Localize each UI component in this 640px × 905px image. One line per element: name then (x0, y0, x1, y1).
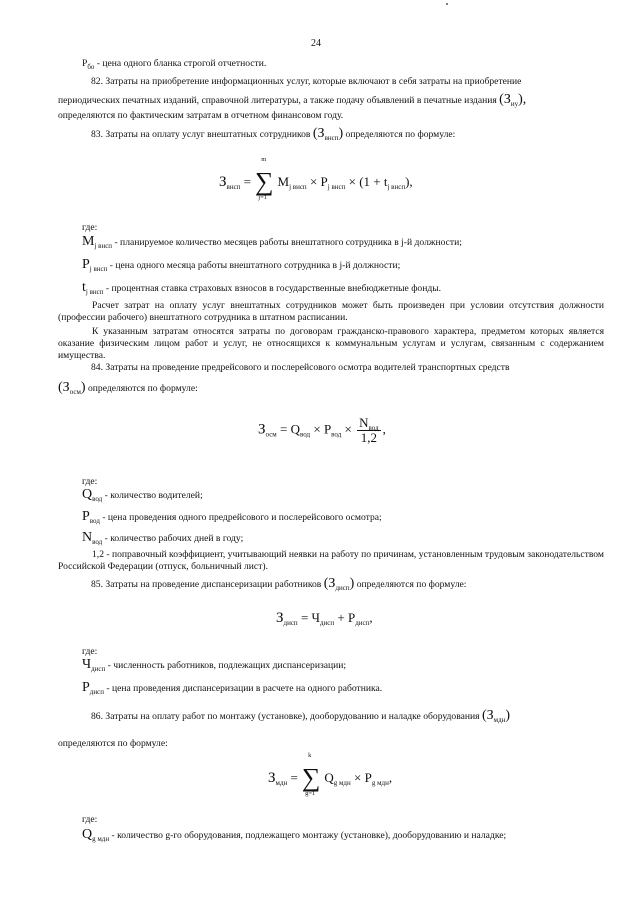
definition-n-vod: $N_{вод}$ - количество рабочих дней в году; (82, 530, 244, 546)
page-number: 24 (311, 38, 321, 49)
paragraph-82-line-3: определяются по фактическим затратам в отчетном финансовом году. (58, 110, 344, 121)
definition-p-disp: $P_{дисп}$ - цена проведения диспансеризации в расчете на одного работника. (82, 680, 383, 696)
definition-ch-disp: $Ч_{дисп}$ - численность работников, подлежащих диспансеризации; (82, 657, 347, 673)
paragraph-84-line-1: 84. Затраты на проведение предрейсового и послерейсового осмотра водителей транспортных средств (91, 362, 510, 373)
paragraph-86-line-1: 86. Затраты на оплату работ по монтажу (установке), дооборудованию и наладке оборудования $(З_{мдн})$ (91, 708, 511, 724)
paragraph-86-line-2: определяются по формуле: (58, 738, 168, 749)
formula-86: $З_{мдн}$ = k ∑ g=1 $Q_{g мдн} \times P_{g мдн}$, (268, 752, 393, 797)
definition-p-vnsp: $P_{j внсп}$ - цена одного месяца работы внештатного сотрудника в j-й должности; (82, 257, 401, 273)
definition-coefficient: 1,2 - поправочный коэффициент, учитывающий неявки на работу по причинам, установленным трудовым законодательством Российской Федерации (отпуск, больничный лист). (58, 549, 604, 573)
formula-84: $З_{осм} = Q_{вод} \times P_{вод}$ × $\frac{N_{вод}}{1,2}$ , (258, 415, 386, 445)
definition-q-mdn: $Q_{g мдн}$ - количество g-го оборудования, подлежащего монтажу (установке), дооборудованию и наладке; (82, 827, 507, 843)
paragraph-83-intro: 83. Затраты на оплату услуг внештатных сотрудников $(З_{внсп})$ определяются по формуле: (91, 126, 456, 142)
where-83: где: (82, 222, 98, 233)
note-83-2: К указанным затратам относятся затраты по договорам гражданско-правового характера, предметом которых является оказание физическим лицом работ и услуг, не относящихся к коммунальным услугам и услугам, связанным с содержанием имущества. (58, 326, 604, 362)
paragraph-82-line-1: 82. Затраты на приобретение информационных услуг, которые включают в себя затраты на приобретение (91, 76, 522, 87)
definition-m-vnsp: $M_{j внсп}$ - планируемое количество месяцев работы внештатного сотрудника в j-й должности; (82, 234, 462, 250)
formula-85: $З_{дисп} = Ч_{дисп} + P_{дисп}$, (276, 610, 373, 627)
where-85: где: (82, 646, 98, 657)
definition-pbo: $Р_{бо}$ - цена одного бланка строгой отчетности. (82, 58, 267, 71)
paragraph-84-line-2: $(З_{осм})$ определяются по формуле: (58, 380, 198, 396)
where-86: где: (82, 814, 98, 825)
definition-q-vod: $Q_{вод}$ - количество водителей; (82, 487, 203, 503)
note-83-1: Расчет затрат на оплату услуг внештатных сотрудников может быть произведен при условии отсутствия должности (профессии рабочего) внештатного сотрудника в штатном расписании. (58, 300, 604, 324)
definition-t-vnsp: $t_{j внсп}$ - процентная ставка страховых взносов в государственные внебюджетные фонды. (82, 280, 442, 296)
paragraph-85-intro: 85. Затраты на проведение диспансеризации работников $(З_{дисп})$ определяются по формуле: (91, 576, 467, 592)
scan-speck (446, 3, 448, 5)
where-84: где: (82, 476, 98, 487)
paragraph-82-line-2: периодических печатных изданий, справочной литературы, а также подачу объявлений в печатные издания $(З_{иу})$, (58, 92, 527, 108)
formula-83: $З_{внсп}$ = m ∑ j=1 $M_{j внсп} \times P_{j внсп} \times (1 + t_{j внсп})$, (219, 156, 413, 201)
definition-p-vod: $P_{вод}$ - цена проведения одного предрейсового и послерейсового осмотра; (82, 509, 382, 525)
